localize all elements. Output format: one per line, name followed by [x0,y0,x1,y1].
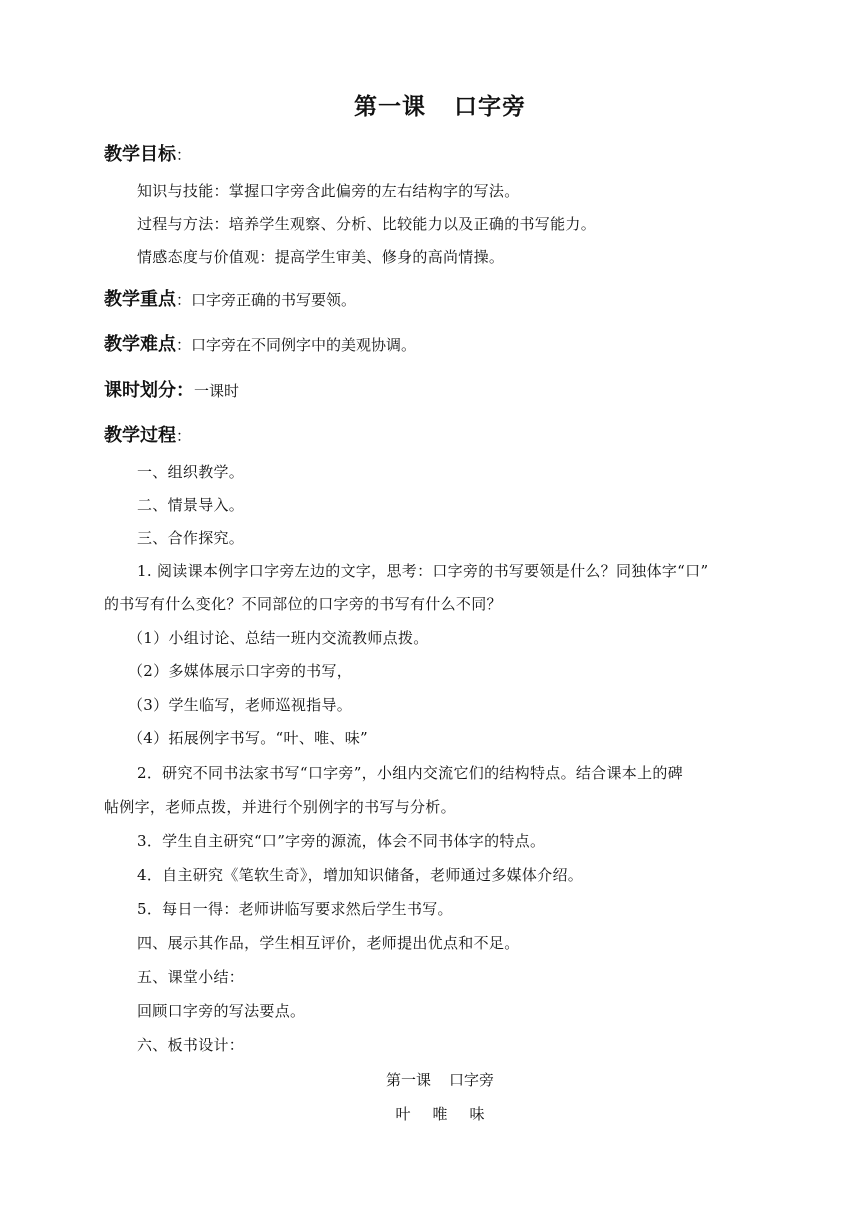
process-label: 教学过程 [104,425,176,446]
title-topic: 口字旁 [454,94,526,120]
process-sub-3: （3）学生临写，老师巡视指导。 [128,696,353,714]
process-sub-2: （2）多媒体展示口字旁的书写， [128,662,353,680]
key-point-label: 教学重点 [104,289,176,310]
process-colon: ： [176,427,192,445]
process-item-5: 5．每日一得：老师讲临写要求然后学生书写。 [137,900,453,918]
process-sub-1: （1）小组讨论、总结一班内交流教师点拨。 [128,629,429,647]
difficulty-label: 教学难点 [104,334,176,355]
title-lesson: 第一课 [354,94,426,120]
schedule-label: 课时划分： [104,380,194,401]
schedule-heading [104,376,239,402]
board-title-topic: 口字旁 [449,1071,495,1089]
key-point-colon: ： [176,291,192,309]
process-step-2: 二、情景导入。 [137,496,245,514]
key-point-text: 口字旁正确的书写要领。 [191,291,357,309]
objective-knowledge: 知识与技能：掌握口字旁含此偏旁的左右结构字的写法。 [137,182,520,200]
process-step-5: 五、课堂小结： [137,968,245,986]
board-title-lesson: 第一课 [385,1071,431,1089]
process-item-2-line-2: 帖例字，老师点拨，并进行个别例字的书写与分析。 [104,798,456,816]
objective-process: 过程与方法：培养学生观察、分析、比较能力以及正确的书写能力。 [137,215,597,233]
process-heading [104,421,191,447]
schedule-text: 一课时 [194,382,240,400]
page-title [0,88,860,121]
difficulty-text: 口字旁在不同例字中的美观协调。 [191,336,417,354]
objective-attitude: 情感态度与价值观：提高学生审美、修身的高尚情操。 [137,248,505,266]
process-sub-4: （4）拓展例字书写。“叶、唯、味” [128,729,368,747]
key-point-heading [104,285,356,311]
process-item-1-line-2: 的书写有什么变化？不同部位的口字旁的书写有什么不同？ [104,595,502,613]
objectives-heading [104,140,191,166]
process-item-4: 4．自主研究《笔软生奇》，增加知识储备，老师通过多媒体介绍。 [137,866,584,884]
process-step-6: 六、板书设计： [137,1036,245,1054]
process-review: 回顾口字旁的写法要点。 [137,1002,306,1020]
board-title [0,1069,860,1090]
process-item-1-line-1: 1. 阅读课本例字口字旁左边的文字，思考：口字旁的书写要领是什么？同独体字“口” [137,562,709,580]
objectives-label: 教学目标 [104,144,176,165]
process-item-2-line-1: 2．研究不同书法家书写“口字旁”，小组内交流它们的结构特点。结合课本上的碑 [137,764,683,782]
board-chars [0,1103,860,1124]
process-item-3: 3．学生自主研究“口”字旁的源流，体会不同书体字的特点。 [137,832,546,850]
process-step-4: 四、展示其作品，学生相互评价，老师提出优点和不足。 [137,934,520,952]
board-char: 唯 [432,1105,448,1123]
process-step-3: 三、合作探究。 [137,529,245,547]
difficulty-heading [104,330,416,356]
board-char: 叶 [395,1105,411,1123]
board-char: 味 [469,1105,485,1123]
process-step-1: 一、组织教学。 [137,463,245,481]
objectives-colon: ： [176,146,192,164]
difficulty-colon: ： [176,336,192,354]
